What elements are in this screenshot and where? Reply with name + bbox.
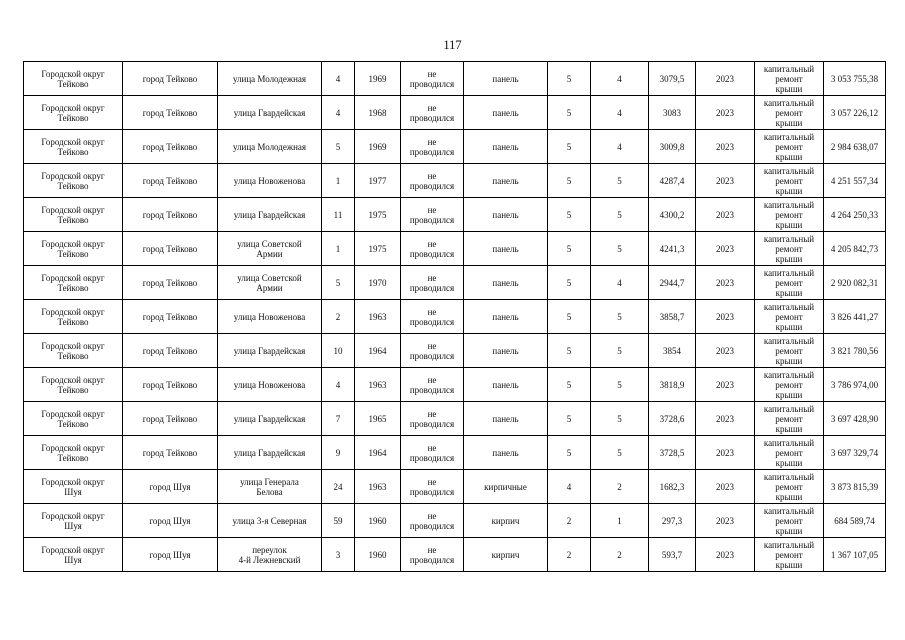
table-body <box>24 62 886 572</box>
cell-house: 5 <box>322 130 355 164</box>
cell-cost: 3 821 780,56 <box>824 334 886 368</box>
cell-settlement: город Тейково <box>123 198 218 232</box>
cell-wall-material: панель <box>464 198 548 232</box>
cell-house: 1 <box>322 164 355 198</box>
cell-area: 3818,9 <box>649 368 696 402</box>
repair-register-table <box>23 61 886 572</box>
cell-street: переулок 4-й Лежневский <box>218 538 322 572</box>
table-row <box>24 232 886 266</box>
cell-year: 1975 <box>355 198 401 232</box>
cell-area: 3009,8 <box>649 130 696 164</box>
cell-cost: 3 786 974,00 <box>824 368 886 402</box>
cell-planned-year: 2023 <box>696 62 755 96</box>
cell-cost: 2 984 638,07 <box>824 130 886 164</box>
cell-work-type: капитальный ремонт крыши <box>755 368 824 402</box>
cell-settlement: город Шуя <box>123 504 218 538</box>
cell-planned-year: 2023 <box>696 368 755 402</box>
cell-house: 2 <box>322 300 355 334</box>
cell-cost: 3 873 815,39 <box>824 470 886 504</box>
cell-year: 1969 <box>355 130 401 164</box>
cell-settlement: город Тейково <box>123 232 218 266</box>
cell-street: улица Новоженова <box>218 368 322 402</box>
cell-cost: 4 205 842,73 <box>824 232 886 266</box>
cell-privatization: не проводился <box>401 368 464 402</box>
cell-planned-year: 2023 <box>696 300 755 334</box>
cell-cost: 3 057 226,12 <box>824 96 886 130</box>
cell-floors: 5 <box>548 300 591 334</box>
cell-entrances: 2 <box>591 470 649 504</box>
table-row <box>24 436 886 470</box>
cell-district: Городской округ Тейково <box>24 164 123 198</box>
cell-privatization: не проводился <box>401 130 464 164</box>
cell-planned-year: 2023 <box>696 504 755 538</box>
cell-wall-material: панель <box>464 232 548 266</box>
cell-wall-material: панель <box>464 62 548 96</box>
cell-planned-year: 2023 <box>696 130 755 164</box>
cell-cost: 3 697 329,74 <box>824 436 886 470</box>
cell-settlement: город Тейково <box>123 368 218 402</box>
cell-entrances: 5 <box>591 164 649 198</box>
cell-house: 10 <box>322 334 355 368</box>
cell-year: 1960 <box>355 538 401 572</box>
cell-entrances: 5 <box>591 368 649 402</box>
cell-area: 1682,3 <box>649 470 696 504</box>
cell-street: улица Новоженова <box>218 164 322 198</box>
cell-privatization: не проводился <box>401 266 464 300</box>
cell-entrances: 5 <box>591 198 649 232</box>
cell-district: Городской округ Тейково <box>24 266 123 300</box>
table-row <box>24 266 886 300</box>
cell-year: 1965 <box>355 402 401 436</box>
cell-planned-year: 2023 <box>696 334 755 368</box>
cell-entrances: 4 <box>591 62 649 96</box>
cell-privatization: не проводился <box>401 436 464 470</box>
cell-privatization: не проводился <box>401 232 464 266</box>
cell-wall-material: панель <box>464 266 548 300</box>
page-number: 117 <box>443 38 462 52</box>
cell-work-type: капитальный ремонт крыши <box>755 334 824 368</box>
cell-entrances: 5 <box>591 402 649 436</box>
table-row <box>24 96 886 130</box>
cell-settlement: город Тейково <box>123 164 218 198</box>
cell-planned-year: 2023 <box>696 538 755 572</box>
cell-work-type: капитальный ремонт крыши <box>755 436 824 470</box>
cell-street: улица 3-я Северная <box>218 504 322 538</box>
cell-area: 4241,3 <box>649 232 696 266</box>
cell-entrances: 5 <box>591 334 649 368</box>
cell-year: 1969 <box>355 62 401 96</box>
table-row <box>24 334 886 368</box>
cell-district: Городской округ Тейково <box>24 130 123 164</box>
cell-district: Городской округ Тейково <box>24 368 123 402</box>
cell-area: 593,7 <box>649 538 696 572</box>
cell-house: 11 <box>322 198 355 232</box>
cell-street: улица Новоженова <box>218 300 322 334</box>
cell-street: улица Гвардейская <box>218 402 322 436</box>
cell-cost: 4 251 557,34 <box>824 164 886 198</box>
cell-district: Городской округ Шуя <box>24 538 123 572</box>
cell-district: Городской округ Тейково <box>24 198 123 232</box>
cell-work-type: капитальный ремонт крыши <box>755 300 824 334</box>
table-row <box>24 470 886 504</box>
cell-work-type: капитальный ремонт крыши <box>755 266 824 300</box>
cell-cost: 3 697 428,90 <box>824 402 886 436</box>
table-row <box>24 130 886 164</box>
cell-cost: 1 367 107,05 <box>824 538 886 572</box>
cell-area: 3728,6 <box>649 402 696 436</box>
cell-area: 3728,5 <box>649 436 696 470</box>
cell-privatization: не проводился <box>401 198 464 232</box>
cell-year: 1963 <box>355 470 401 504</box>
table-row <box>24 504 886 538</box>
table-row <box>24 300 886 334</box>
cell-work-type: капитальный ремонт крыши <box>755 96 824 130</box>
cell-district: Городской округ Тейково <box>24 232 123 266</box>
cell-entrances: 5 <box>591 436 649 470</box>
cell-house: 7 <box>322 402 355 436</box>
cell-area: 2944,7 <box>649 266 696 300</box>
cell-wall-material: панель <box>464 368 548 402</box>
cell-work-type: капитальный ремонт крыши <box>755 62 824 96</box>
cell-work-type: капитальный ремонт крыши <box>755 130 824 164</box>
cell-privatization: не проводился <box>401 164 464 198</box>
cell-floors: 5 <box>548 164 591 198</box>
cell-wall-material: кирпич <box>464 538 548 572</box>
cell-cost: 3 053 755,38 <box>824 62 886 96</box>
cell-cost: 2 920 082,31 <box>824 266 886 300</box>
cell-entrances: 4 <box>591 266 649 300</box>
cell-floors: 5 <box>548 368 591 402</box>
cell-work-type: капитальный ремонт крыши <box>755 232 824 266</box>
cell-floors: 5 <box>548 130 591 164</box>
cell-area: 3083 <box>649 96 696 130</box>
cell-privatization: не проводился <box>401 538 464 572</box>
cell-work-type: капитальный ремонт крыши <box>755 198 824 232</box>
cell-wall-material: кирпичные <box>464 470 548 504</box>
cell-street: улица Генерала Белова <box>218 470 322 504</box>
cell-street: улица Молодежная <box>218 62 322 96</box>
cell-house: 59 <box>322 504 355 538</box>
cell-privatization: не проводился <box>401 334 464 368</box>
cell-street: улица Молодежная <box>218 130 322 164</box>
cell-district: Городской округ Тейково <box>24 96 123 130</box>
cell-cost: 4 264 250,33 <box>824 198 886 232</box>
cell-district: Городской округ Шуя <box>24 470 123 504</box>
cell-year: 1968 <box>355 96 401 130</box>
table-row <box>24 402 886 436</box>
cell-street: улица Гвардейская <box>218 334 322 368</box>
cell-house: 9 <box>322 436 355 470</box>
cell-house: 4 <box>322 368 355 402</box>
cell-house: 24 <box>322 470 355 504</box>
cell-district: Городской округ Тейково <box>24 402 123 436</box>
cell-privatization: не проводился <box>401 470 464 504</box>
cell-wall-material: панель <box>464 402 548 436</box>
cell-house: 1 <box>322 232 355 266</box>
cell-planned-year: 2023 <box>696 232 755 266</box>
table-row <box>24 368 886 402</box>
cell-settlement: город Тейково <box>123 62 218 96</box>
cell-street: улица Советской Армии <box>218 266 322 300</box>
cell-floors: 5 <box>548 334 591 368</box>
cell-wall-material: панель <box>464 334 548 368</box>
cell-house: 3 <box>322 538 355 572</box>
cell-district: Городской округ Тейково <box>24 436 123 470</box>
cell-settlement: город Тейково <box>123 96 218 130</box>
cell-settlement: город Тейково <box>123 334 218 368</box>
cell-floors: 5 <box>548 198 591 232</box>
cell-district: Городской округ Тейково <box>24 300 123 334</box>
table-row <box>24 62 886 96</box>
cell-wall-material: кирпич <box>464 504 548 538</box>
cell-planned-year: 2023 <box>696 402 755 436</box>
cell-entrances: 2 <box>591 538 649 572</box>
cell-settlement: город Тейково <box>123 300 218 334</box>
cell-house: 4 <box>322 62 355 96</box>
cell-planned-year: 2023 <box>696 470 755 504</box>
cell-year: 1963 <box>355 368 401 402</box>
cell-work-type: капитальный ремонт крыши <box>755 470 824 504</box>
cell-settlement: город Шуя <box>123 470 218 504</box>
cell-year: 1977 <box>355 164 401 198</box>
cell-floors: 5 <box>548 96 591 130</box>
cell-year: 1960 <box>355 504 401 538</box>
cell-privatization: не проводился <box>401 62 464 96</box>
cell-area: 3858,7 <box>649 300 696 334</box>
cell-work-type: капитальный ремонт крыши <box>755 504 824 538</box>
cell-area: 297,3 <box>649 504 696 538</box>
cell-privatization: не проводился <box>401 504 464 538</box>
cell-privatization: не проводился <box>401 300 464 334</box>
cell-area: 4300,2 <box>649 198 696 232</box>
cell-wall-material: панель <box>464 96 548 130</box>
cell-area: 3854 <box>649 334 696 368</box>
cell-privatization: не проводился <box>401 96 464 130</box>
cell-floors: 5 <box>548 436 591 470</box>
cell-privatization: не проводился <box>401 402 464 436</box>
cell-year: 1963 <box>355 300 401 334</box>
cell-floors: 2 <box>548 504 591 538</box>
cell-wall-material: панель <box>464 436 548 470</box>
cell-wall-material: панель <box>464 130 548 164</box>
cell-planned-year: 2023 <box>696 198 755 232</box>
cell-cost: 3 826 441,27 <box>824 300 886 334</box>
cell-house: 4 <box>322 96 355 130</box>
cell-settlement: город Шуя <box>123 538 218 572</box>
table-row <box>24 198 886 232</box>
cell-year: 1964 <box>355 334 401 368</box>
table-row <box>24 164 886 198</box>
cell-floors: 5 <box>548 266 591 300</box>
cell-settlement: город Тейково <box>123 266 218 300</box>
cell-area: 3079,5 <box>649 62 696 96</box>
cell-work-type: капитальный ремонт крыши <box>755 402 824 436</box>
cell-entrances: 5 <box>591 232 649 266</box>
cell-floors: 5 <box>548 232 591 266</box>
cell-work-type: капитальный ремонт крыши <box>755 164 824 198</box>
cell-cost: 684 589,74 <box>824 504 886 538</box>
cell-settlement: город Тейково <box>123 402 218 436</box>
cell-floors: 5 <box>548 402 591 436</box>
cell-wall-material: панель <box>464 300 548 334</box>
cell-district: Городской округ Тейково <box>24 334 123 368</box>
cell-year: 1964 <box>355 436 401 470</box>
cell-floors: 5 <box>548 62 591 96</box>
cell-wall-material: панель <box>464 164 548 198</box>
cell-work-type: капитальный ремонт крыши <box>755 538 824 572</box>
cell-district: Городской округ Тейково <box>24 62 123 96</box>
cell-year: 1975 <box>355 232 401 266</box>
cell-entrances: 4 <box>591 96 649 130</box>
cell-entrances: 5 <box>591 300 649 334</box>
cell-planned-year: 2023 <box>696 436 755 470</box>
cell-entrances: 1 <box>591 504 649 538</box>
cell-street: улица Гвардейская <box>218 96 322 130</box>
cell-planned-year: 2023 <box>696 164 755 198</box>
cell-settlement: город Тейково <box>123 436 218 470</box>
cell-entrances: 4 <box>591 130 649 164</box>
cell-planned-year: 2023 <box>696 266 755 300</box>
cell-floors: 2 <box>548 538 591 572</box>
cell-street: улица Гвардейская <box>218 198 322 232</box>
cell-street: улица Советской Армии <box>218 232 322 266</box>
cell-year: 1970 <box>355 266 401 300</box>
cell-street: улица Гвардейская <box>218 436 322 470</box>
table-row <box>24 538 886 572</box>
cell-area: 4287,4 <box>649 164 696 198</box>
cell-settlement: город Тейково <box>123 130 218 164</box>
cell-planned-year: 2023 <box>696 96 755 130</box>
cell-floors: 4 <box>548 470 591 504</box>
cell-house: 5 <box>322 266 355 300</box>
cell-district: Городской округ Шуя <box>24 504 123 538</box>
